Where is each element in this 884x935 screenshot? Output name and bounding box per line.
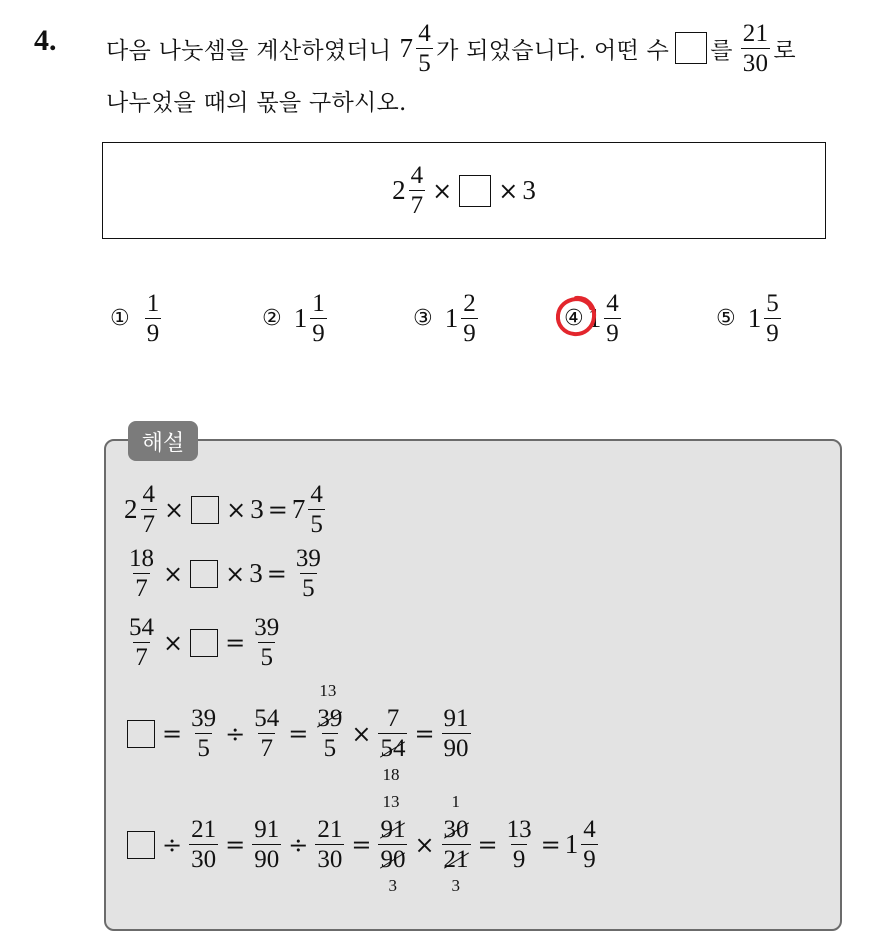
fraction [308, 482, 325, 537]
unknown-box [191, 496, 219, 524]
reduced-numerator: 1 [451, 792, 461, 811]
fraction [252, 706, 281, 761]
question-text-prefix: 다음 나눗셈을 계산하였더니 [106, 37, 392, 64]
cancelled-denominator: 54 [380, 735, 406, 762]
numerator: 4 [418, 19, 432, 47]
numerator: 39 [295, 545, 321, 572]
fraction [416, 21, 433, 76]
times-operator: × [164, 495, 185, 524]
numerator: 91 [254, 816, 280, 843]
unknown-box [675, 32, 707, 64]
fraction [127, 546, 156, 601]
reduced-numerator: 13 [382, 792, 400, 811]
expr-whole: 2 [392, 175, 406, 205]
choice-2[interactable] [262, 288, 330, 348]
numerator: 91 [443, 705, 469, 732]
denominator: 5 [418, 49, 432, 77]
fraction [581, 817, 598, 872]
choice-mark: ② [262, 305, 282, 331]
numerator: 21 [317, 816, 343, 843]
numerator: 1 [312, 289, 325, 317]
times-operator: × [414, 830, 435, 859]
expression-frame [102, 142, 826, 239]
numerator: 5 [766, 289, 779, 317]
cancelled-numerator: 30 [443, 816, 469, 843]
cancelled-fraction [315, 681, 344, 762]
fraction [189, 706, 218, 761]
denominator: 30 [317, 846, 343, 873]
equals-operator: = [540, 830, 561, 859]
whole: 1 [564, 829, 579, 859]
fraction [127, 615, 156, 670]
fraction-21-30 [741, 21, 771, 76]
equals-operator: = [288, 719, 309, 748]
equals-operator: = [267, 495, 288, 524]
mixed-whole: 7 [399, 32, 414, 63]
question-text-suffix: 로 [773, 37, 796, 64]
solution-step-3 [124, 615, 284, 670]
reduced-denominator: 3 [388, 876, 397, 895]
choice-mark: ① [110, 305, 130, 331]
numerator: 54 [129, 614, 154, 641]
numerator: 18 [129, 545, 154, 572]
fraction [442, 706, 471, 761]
choice-3[interactable] [413, 288, 481, 348]
choice-5[interactable] [716, 288, 784, 348]
divide-operator: ÷ [288, 830, 309, 859]
denominator: 7 [135, 644, 148, 671]
times-operator: × [351, 719, 372, 748]
denominator: 30 [742, 49, 769, 77]
choice-fraction [604, 291, 621, 346]
cancelled-fraction [378, 705, 407, 784]
choice-fraction [461, 291, 478, 346]
choice-mark: ④ [564, 305, 584, 331]
fraction [315, 817, 344, 872]
choice-1[interactable] [110, 288, 164, 348]
unknown-box [127, 831, 155, 859]
times-operator: × [225, 559, 246, 588]
equals-operator: = [414, 719, 435, 748]
choice-whole: 1 [444, 302, 459, 333]
expr-three: 3 [522, 175, 536, 205]
choice-fraction [145, 291, 162, 346]
question-line-1 [106, 18, 796, 78]
divide-operator: ÷ [162, 830, 183, 859]
choice-4-selected[interactable] [564, 288, 624, 348]
fraction [252, 615, 281, 670]
whole: 7 [291, 494, 306, 524]
denominator: 9 [606, 319, 619, 347]
equals-operator: = [266, 559, 287, 588]
cancelled-numerator: 91 [380, 816, 406, 843]
denominator: 90 [254, 846, 280, 873]
denominator: 5 [323, 735, 337, 762]
numerator: 54 [254, 705, 280, 732]
mixed-number-result [399, 21, 436, 76]
fraction [252, 817, 281, 872]
numerator: 39 [254, 614, 280, 641]
denominator: 5 [310, 511, 323, 538]
times-operator: × [163, 628, 184, 657]
reduced-numerator: 13 [319, 681, 337, 700]
denominator: 9 [583, 846, 596, 873]
numerator: 39 [191, 705, 217, 732]
cancelled-fraction [378, 792, 407, 895]
numerator: 2 [463, 289, 476, 317]
numerator: 4 [310, 481, 323, 508]
numerator: 7 [386, 705, 400, 732]
denominator: 5 [197, 735, 210, 762]
equals-operator: = [225, 628, 246, 657]
numerator: 4 [142, 481, 155, 508]
times-operator: × [226, 495, 247, 524]
denominator: 5 [260, 644, 273, 671]
choice-whole: 1 [293, 302, 308, 333]
expr-fraction [409, 163, 426, 218]
equals-operator: = [351, 830, 372, 859]
question-text-after-box: 를 [710, 37, 733, 64]
numerator: 4 [606, 289, 619, 317]
denominator: 7 [142, 511, 155, 538]
question-text-mid: 가 되었습니다. 어떤 수 [436, 37, 670, 64]
numerator: 21 [191, 816, 217, 843]
denominator: 9 [146, 319, 160, 347]
three: 3 [249, 558, 263, 588]
denominator: 30 [191, 846, 217, 873]
divide-operator: ÷ [225, 719, 246, 748]
cancelled-denominator: 21 [443, 846, 469, 873]
answer-choices [0, 288, 884, 348]
numerator: 13 [506, 816, 532, 843]
equals-operator: = [225, 830, 246, 859]
equals-operator: = [477, 830, 498, 859]
solution-step-1 [124, 482, 328, 537]
cancelled-denominator: 90 [380, 846, 406, 873]
times-operator: × [163, 559, 184, 588]
solution-step-5 [124, 792, 601, 895]
denominator: 9 [312, 319, 325, 347]
denominator: 9 [766, 319, 779, 347]
fraction [141, 482, 158, 537]
numerator: 4 [583, 816, 596, 843]
unknown-box [190, 629, 218, 657]
choice-mark: ③ [413, 305, 433, 331]
choice-fraction [310, 291, 327, 346]
whole: 2 [124, 494, 138, 524]
question-line-2: 나누었을 때의 몫을 구하시오. [106, 89, 407, 116]
denominator: 9 [512, 846, 526, 873]
solution-step-4 [124, 681, 474, 784]
cancelled-numerator: 39 [317, 705, 343, 732]
choice-mark-wrap [564, 306, 584, 331]
choice-mark: ⑤ [716, 305, 736, 331]
numerator: 1 [146, 289, 160, 317]
choice-whole: 1 [587, 302, 602, 333]
fraction [505, 817, 534, 872]
denominator: 90 [443, 735, 469, 762]
red-circle-mark-icon [554, 294, 598, 338]
reduced-denominator: 3 [451, 876, 461, 895]
numerator: 4 [410, 162, 424, 189]
denominator: 7 [260, 735, 273, 762]
numerator: 21 [742, 19, 769, 47]
reduced-denominator: 18 [382, 765, 400, 784]
equals-operator: = [162, 719, 183, 748]
denominator: 7 [135, 575, 148, 602]
solution-step-2 [124, 546, 326, 601]
fraction [294, 546, 323, 601]
denominator: 9 [463, 319, 476, 347]
unknown-box [127, 720, 155, 748]
times-operator: × [432, 176, 453, 205]
solution-tag: 해설 [128, 421, 198, 461]
times-operator: × [498, 176, 519, 205]
choice-fraction [764, 291, 781, 346]
cancelled-fraction [442, 792, 471, 895]
question-number: 4. [34, 24, 57, 57]
three: 3 [250, 494, 264, 524]
denominator: 5 [302, 575, 315, 602]
choice-whole: 1 [747, 302, 762, 333]
unknown-box [459, 175, 491, 207]
denominator: 7 [410, 192, 424, 219]
fraction [189, 817, 218, 872]
unknown-box [190, 560, 218, 588]
